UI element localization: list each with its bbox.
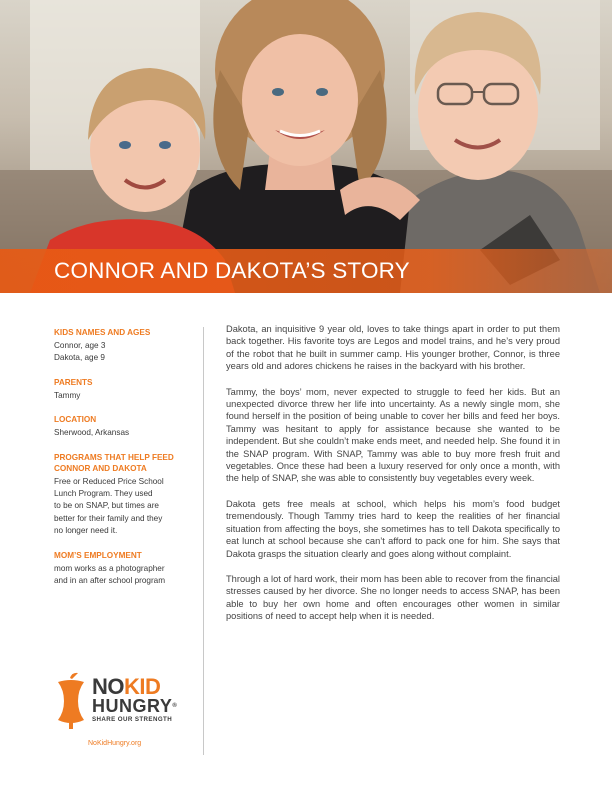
programs-heading-line-2: CONNOR AND DAKOTA [54, 463, 147, 473]
logo-no-kid [92, 676, 160, 698]
logo-hungry [92, 697, 177, 715]
kids-names-section [54, 327, 189, 365]
programs-line-3: to be on SNAP, but times are [54, 501, 159, 511]
logo-tagline: SHARE OUR STRENGTH [92, 716, 173, 723]
location-value: Sherwood, Arkansas [54, 428, 130, 438]
programs-line-4: better for their family and they [54, 513, 163, 523]
story-body [226, 323, 560, 636]
programs-line-2: Lunch Program. They used [54, 489, 153, 499]
no-kid-hungry-logo [54, 670, 204, 732]
location-heading: LOCATION [54, 415, 97, 425]
programs-line-5: no longer need it. [54, 526, 118, 536]
programs-heading-line-1: PROGRAMS THAT HELP FEED [54, 452, 174, 462]
parents-section [54, 377, 189, 402]
facts-sidebar [54, 327, 189, 599]
logo-no: NO [92, 674, 124, 699]
logo-hungry-text: HUNGRY [92, 696, 173, 716]
employment-line-2: and in an after school program [54, 576, 166, 586]
programs-section [54, 452, 189, 538]
parents-heading: PARENTS [54, 377, 93, 387]
story-paragraph-3: Dakota gets free meals at school, which helps his mom’s food budget tremendously. Though Tammy tries hard to keep the realities of her financial situation from affecting the boys, she sometimes has to tell Dakota specifically to eat lunch at school because she can’t afford to pack one for him. She says that Dakota grasps the situation clearly and goes along without complaint. [226, 498, 560, 559]
location-section [54, 414, 189, 439]
page-title: CONNOR AND DAKOTA’S STORY [54, 258, 410, 283]
employment-section [54, 550, 189, 588]
kid-dakota: Dakota, age 9 [54, 353, 105, 363]
employment-heading: MOM’S EMPLOYMENT [54, 550, 142, 560]
apple-core-icon [54, 672, 88, 730]
logo-kid: KID [124, 674, 161, 699]
kid-connor: Connor, age 3 [54, 341, 106, 350]
kids-names-heading: KIDS NAMES AND AGES [54, 328, 151, 337]
story-paragraph-2: Tammy, the boys’ mom, never expected to struggle to feed her kids. But an unexpected divorce threw her life into uncertainty. As a newly single mom, she found herself in the position of being unable to cover her bills and feed her boys. Tammy was hesitant to apply for assistance because she wanted to be independent. But she couldn’t make ends meet, and needed help. She found it in the SNAP program. With SNAP, Tammy was able to buy more fresh fruit and vegetables. Once these had been a luxury reserved for only once a month, with the help of SNAP, she was able to consistently buy vegetables every week. [226, 386, 560, 484]
parent-name: Tammy [54, 390, 81, 400]
website-link[interactable]: NoKidHungry.org [88, 740, 142, 747]
story-paragraph-4: Through a lot of hard work, their mom has been able to recover from the financial stresses caused by her divorce. She no longer needs to access SNAP, has been able to buy her own home and often encourages other women in similar positions of need to accept help when it is needed. [226, 573, 560, 622]
employment-line-1: mom works as a photographer [54, 563, 165, 573]
logo-registered-mark: ® [172, 703, 178, 709]
story-paragraph-1: Dakota, an inquisitive 9 year old, loves to take things apart in order to put them back together. His favorite toys are Legos and model trains, and he’s very proud of the robot that he built in summer camp. His younger brother, Connor, is three years old and adores chickens he raises in the backyard with his brother. [226, 324, 560, 372]
programs-line-1: Free or Reduced Price School [54, 476, 164, 486]
